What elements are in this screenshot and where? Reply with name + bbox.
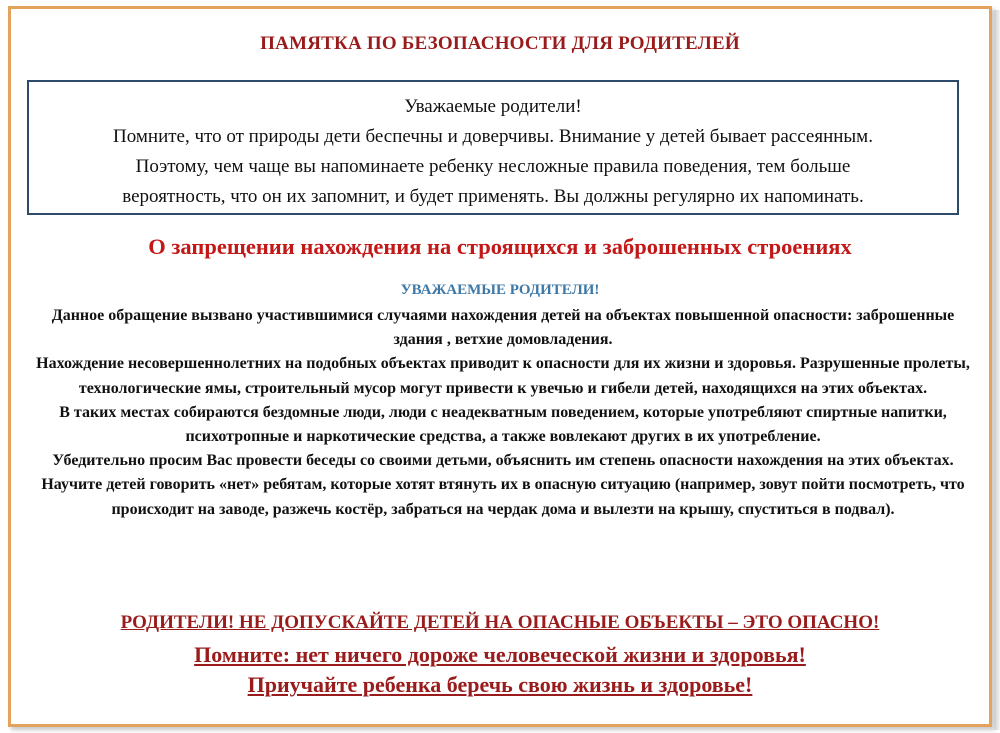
warning-line-1: РОДИТЕЛИ! НЕ ДОПУСКАЙТЕ ДЕТЕЙ НА ОПАСНЫЕ ОБЪЕКТЫ – ЭТО ОПАСНО! (120, 612, 880, 633)
page-title: ПАМЯТКА ПО БЕЗОПАСНОСТИ ДЛЯ РОДИТЕЛЕЙ (260, 33, 740, 54)
section-heading: О запрещении нахождения на строящихся и заброшенных строениях (148, 234, 852, 259)
warning-line-3: Приучайте ребенка беречь свою жизнь и здоровье! (247, 672, 753, 697)
notice-line: Помните, что от природы дети беспечны и доверчивы. Внимание у детей бывает рассеянным. (113, 126, 873, 147)
body-paragraph: В таких местах собираются бездомные люди, люди с неадекватным поведением, которые употребляют спиртные напитки, психотропные и наркотические средства, а также вовлекают других в их употребление. (59, 403, 947, 446)
notice-line: вероятность, что он их запомнит, и будет применять. Вы должны регулярно их напоминать. (122, 186, 864, 207)
warning-line-2: Помните: нет ничего дороже человеческой жизни и здоровья! (194, 642, 806, 667)
body-text (36, 304, 970, 522)
notice-greeting: Уважаемые родители! (404, 96, 582, 117)
section-subheading: УВАЖАЕМЫЕ РОДИТЕЛИ! (400, 282, 600, 298)
body-paragraph: Нахождение несовершеннолетних на подобных объектах приводит к опасности для их жизни и здоровья. Разрушенные пролеты, технологические ямы, строительный мусор могут привести к увечью и гибели детей, находящихся на этих объектах. (36, 355, 970, 397)
notice-box (27, 80, 959, 215)
body-paragraph: Данное обращение вызвано участившимися случаями нахождения детей на объектах повышенной опасности: заброшенные здания , ветхие домовладения. (51, 307, 955, 349)
notice-line: Поэтому, чем чаще вы напоминаете ребенку несложные правила поведения, тем больше (135, 156, 851, 177)
body-paragraph: Убедительно просим Вас провести беседы со своими детьми, объяснить им степень опасности нахождения на этих объектах. Научите детей говорить «нет» ребятам, которые хотят втянуть их в опасную ситуацию (например, зовут пойти посмотреть, что происходит на заводе, разжечь костёр, забраться на чердак дома и вылезти на крышу, спуститься в подвал). (41, 452, 965, 518)
